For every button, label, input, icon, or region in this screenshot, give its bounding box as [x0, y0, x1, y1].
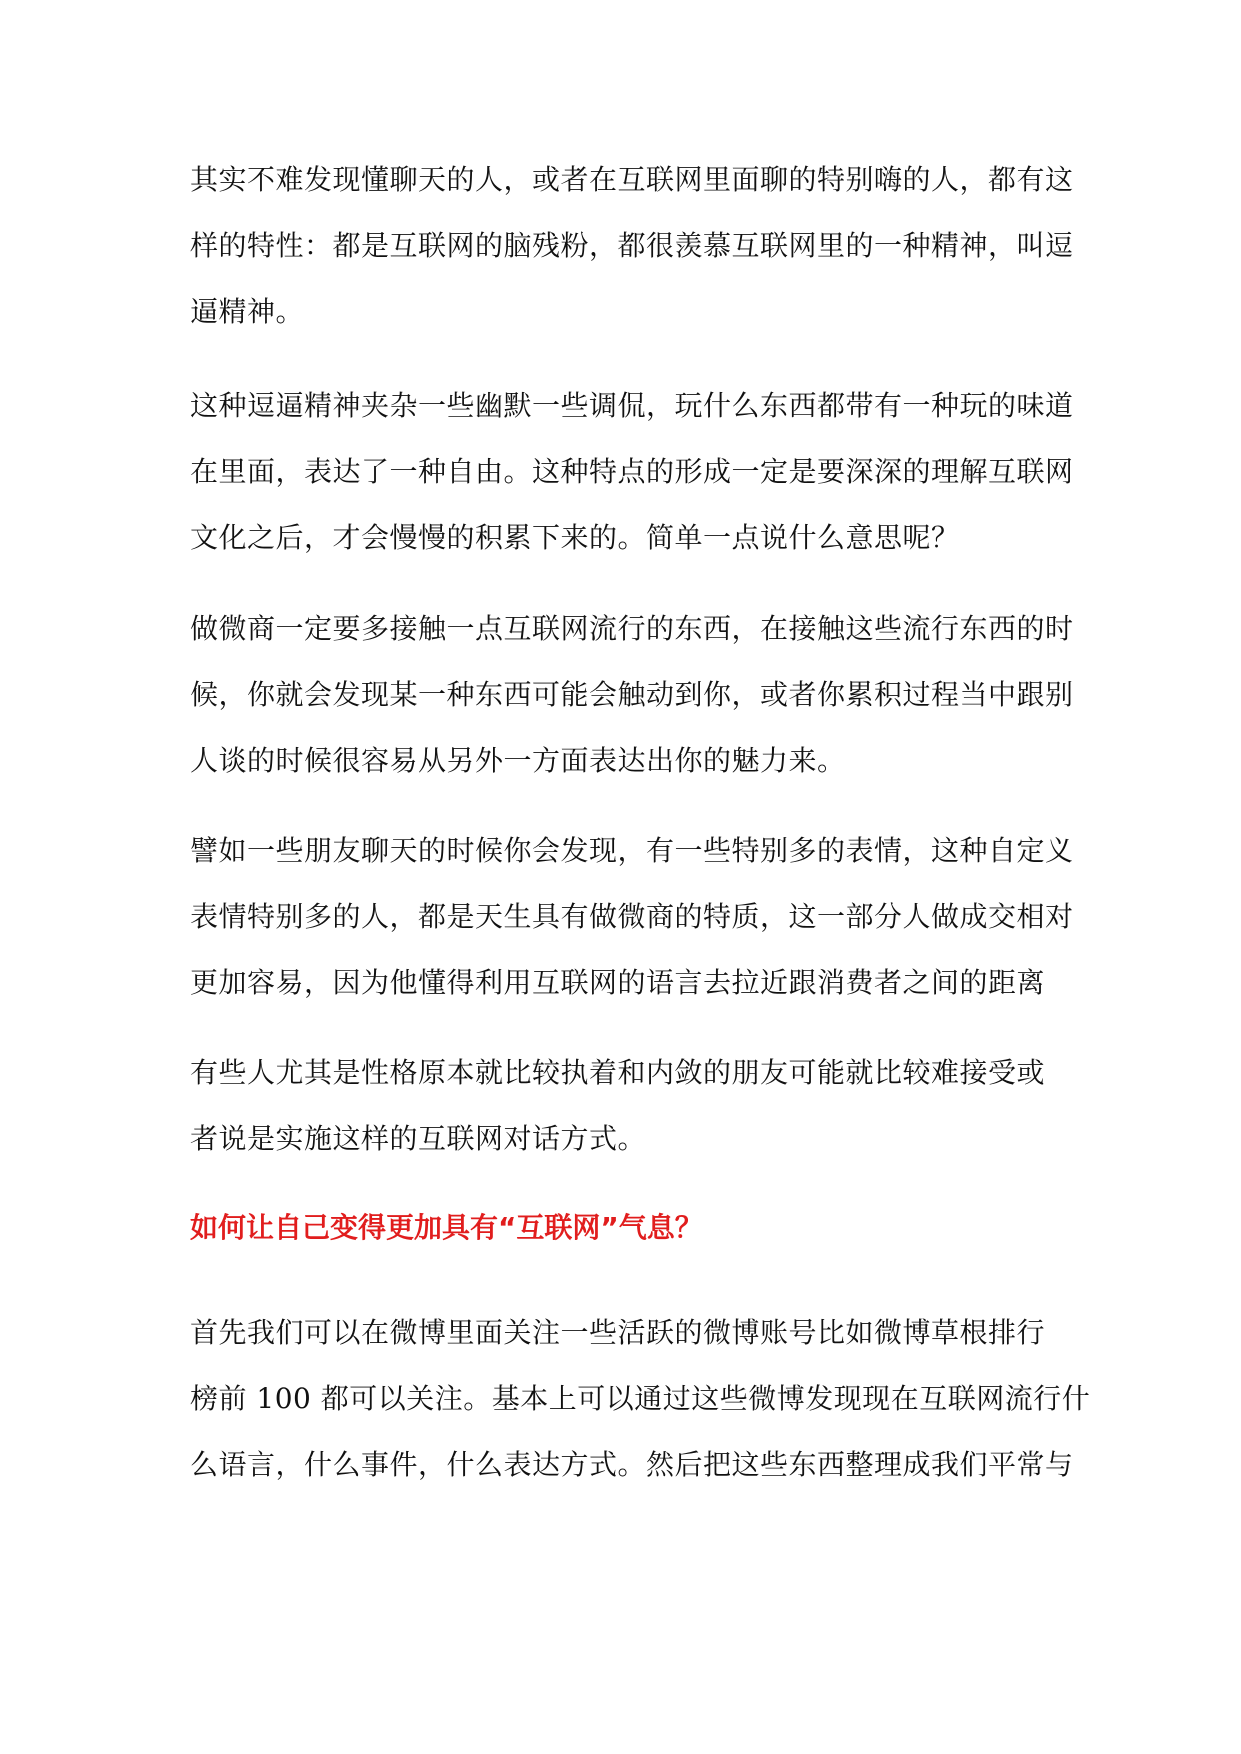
paragraph-line: 有些人尤其是性格原本就比较执着和内敛的朋友可能就比较难接受或 [190, 1056, 1046, 1089]
paragraph-line: 更加容易，因为他懂得利用互联网的语言去拉近跟消费者之间的距离 [190, 966, 1046, 999]
paragraph-line: 首先我们可以在微博里面关注一些活跃的微博账号比如微博草根排行 [190, 1316, 1046, 1349]
paragraph-line: 者说是实施这样的互联网对话方式。 [190, 1122, 647, 1155]
paragraph-line: 文化之后，才会慢慢的积累下来的。简单一点说什么意思呢？ [190, 521, 960, 554]
paragraph-line: 在里面，表达了一种自由。这种特点的形成一定是要深深的理解互联网 [190, 455, 1074, 488]
paragraph-1 [190, 147, 1090, 345]
paragraph-line: 这种逗逼精神夹杂一些幽默一些调侃，玩什么东西都带有一种玩的味道 [190, 389, 1074, 422]
section-heading: 如何让自己变得更加具有“互联网”气息？ [190, 1211, 703, 1244]
paragraph-5 [190, 1040, 1090, 1172]
paragraph-line: 表情特别多的人，都是天生具有做微商的特质，这一部分人做成交相对 [190, 900, 1074, 933]
paragraph-line: 譬如一些朋友聊天的时候你会发现，有一些特别多的表情，这种自定义 [190, 834, 1074, 867]
paragraph-2 [190, 373, 1090, 571]
paragraph-line: 做微商一定要多接触一点互联网流行的东西，在接触这些流行东西的时 [190, 612, 1074, 645]
paragraph-line: 榜前 100 都可以关注。基本上可以通过这些微博发现现在互联网流行什 [190, 1382, 1091, 1415]
paragraph-line: 逼精神。 [190, 295, 305, 328]
paragraph-line: 候，你就会发现某一种东西可能会触动到你，或者你累积过程当中跟别 [190, 678, 1074, 711]
paragraph-line: 人谈的时候很容易从另外一方面表达出你的魅力来。 [190, 744, 846, 777]
paragraph-line: 样的特性：都是互联网的脑残粉，都很羡慕互联网里的一种精神，叫逗 [190, 229, 1074, 262]
paragraph-6 [190, 1300, 1090, 1498]
paragraph-4 [190, 818, 1090, 1016]
paragraph-line: 么语言，什么事件，什么表达方式。然后把这些东西整理成我们平常与 [190, 1448, 1074, 1481]
paragraph-line: 其实不难发现懂聊天的人，或者在互联网里面聊的特别嗨的人，都有这 [190, 163, 1074, 196]
paragraph-3 [190, 596, 1090, 794]
